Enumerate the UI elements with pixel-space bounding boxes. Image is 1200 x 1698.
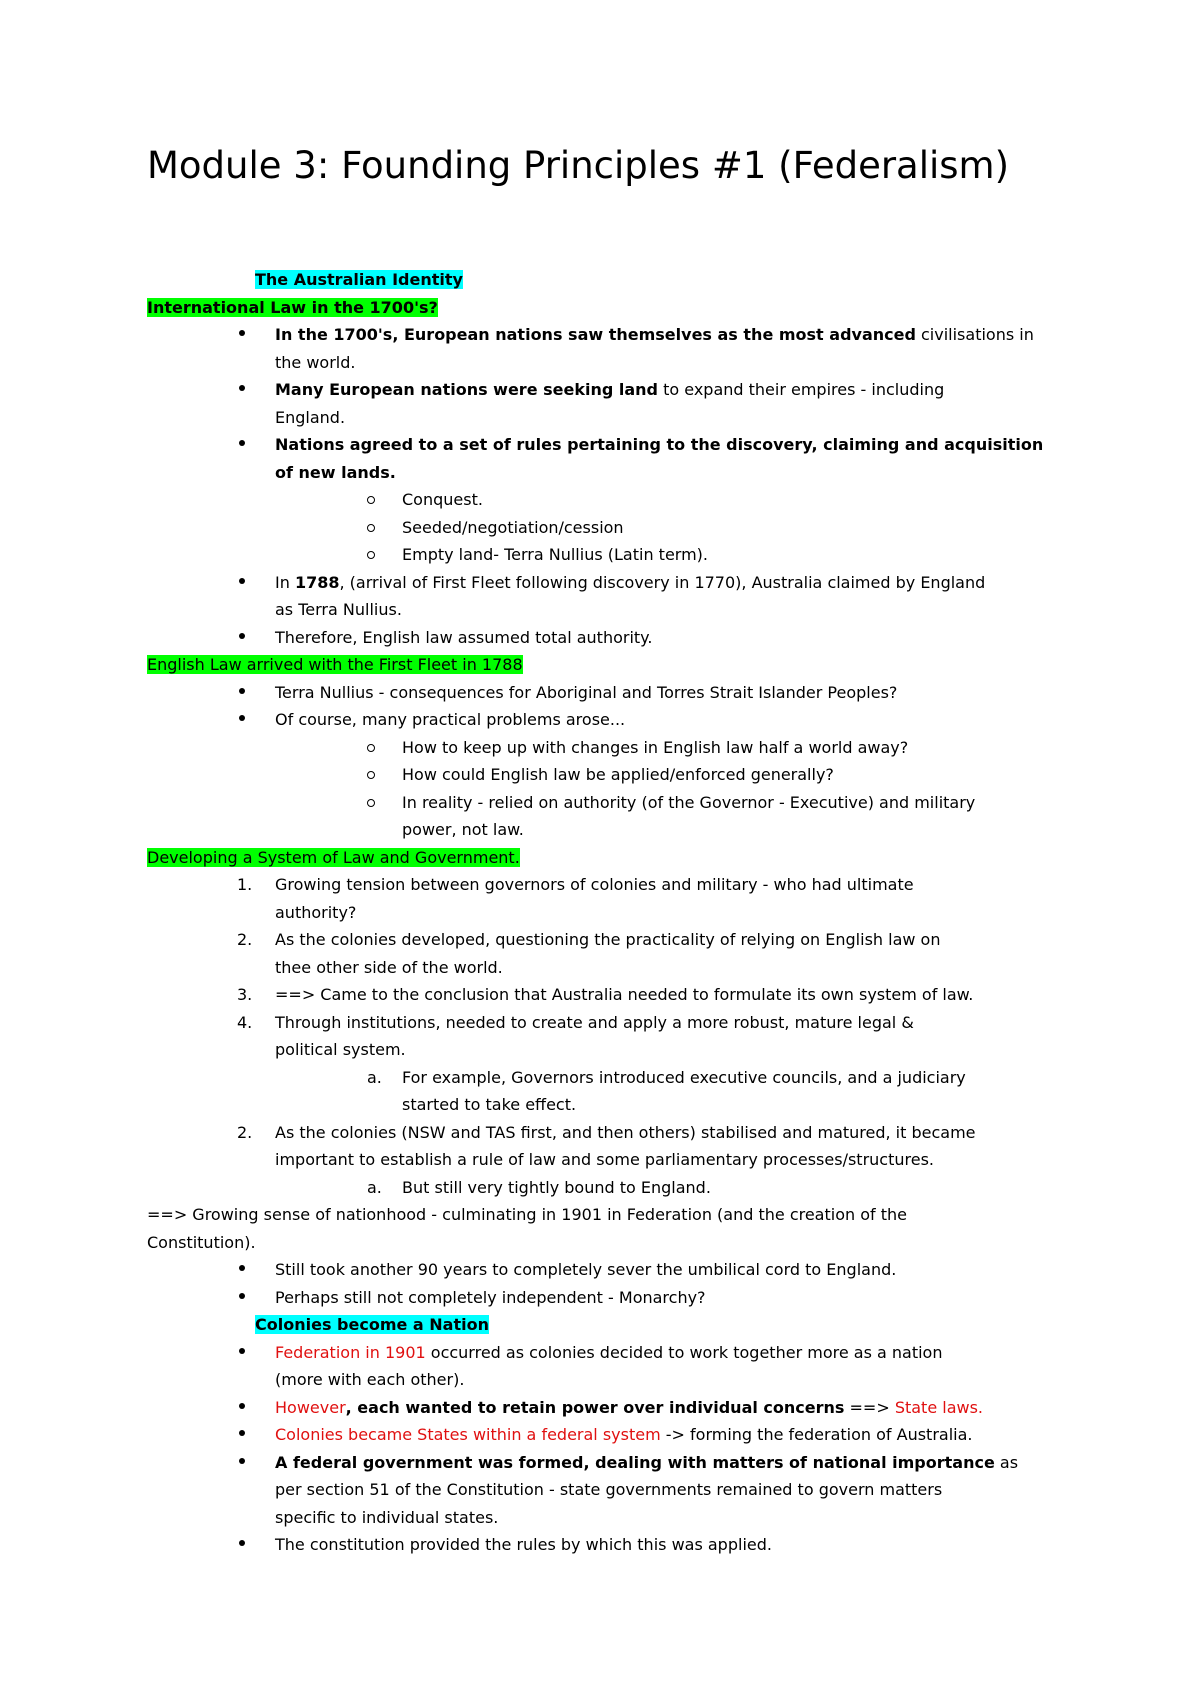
document-body [147, 266, 1067, 1559]
list-item: The constitution provided the rules by which this was applied. [147, 1531, 1067, 1559]
list-item: A federal government was formed, dealing with matters of national importance as per section 51 of the Constitution - state governments remained to govern matters specific to individual states. [147, 1449, 1067, 1532]
page-title: Module 3: Founding Principles #1 (Federalism) [147, 144, 1010, 187]
list-item: Colonies became States within a federal system -> forming the federation of Australia. [147, 1421, 1067, 1449]
numbered-item: 1. Growing tension between governors of colonies and military - who had ultimate authority? [237, 875, 914, 922]
bullet-icon [239, 330, 245, 336]
circle-bullet-icon [367, 551, 375, 559]
circle-bullet-icon [367, 744, 375, 752]
numbered-item: 2. As the colonies (NSW and TAS first, and then others) stabilised and matured, it became important to establish a rule of law and some parliamentary processes/structures. [237, 1122, 976, 1169]
lettered-item: a. For example, Governors introduced executive councils, and a judiciary started to take effect. [367, 1067, 966, 1114]
bullet-icon [239, 1293, 245, 1299]
bullet-icon [239, 1265, 245, 1271]
bullet-icon [239, 385, 245, 391]
heading-english-law: English Law arrived with the First Fleet in 1788 [147, 655, 523, 674]
numbered-item: 3. ==> Came to the conclusion that Australia needed to formulate its own system of law. [237, 985, 974, 1004]
sub-list-item: In reality - relied on authority (of the Governor - Executive) and military power, not law. [147, 789, 1067, 844]
list-item: Therefore, English law assumed total authority. [147, 624, 1067, 652]
list-item: Of course, many practical problems arose... [147, 706, 1067, 734]
sub-list-item: Empty land- Terra Nullius (Latin term). [147, 541, 1067, 569]
bullet-icon [239, 440, 245, 446]
circle-bullet-icon [367, 771, 375, 779]
bullet-icon [239, 1348, 245, 1354]
sub-list-item: Seeded/negotiation/cession [147, 514, 1067, 542]
circle-bullet-icon [367, 799, 375, 807]
list-item: Many European nations were seeking land to expand their empires - including England. [147, 376, 1067, 431]
list-item: However, each wanted to retain power over individual concerns ==> State laws. [147, 1394, 1067, 1422]
bullet-icon [239, 633, 245, 639]
lettered-item: a. But still very tightly bound to England. [367, 1177, 711, 1197]
sub-list-item: Conquest. [147, 486, 1067, 514]
list-item: Nations agreed to a set of rules pertaining to the discovery, claiming and acquisition of new lands. [147, 431, 1067, 486]
list-item: In the 1700's, European nations saw themselves as the most advanced civilisations in the world. [147, 321, 1067, 376]
list-item: Perhaps still not completely independent - Monarchy? [147, 1284, 1067, 1312]
list-item: Terra Nullius - consequences for Aboriginal and Torres Strait Islander Peoples? [147, 679, 1067, 707]
heading-developing-system: Developing a System of Law and Government. [147, 847, 520, 867]
list-item: Still took another 90 years to completely sever the umbilical cord to England. [147, 1256, 1067, 1284]
numbered-item: 2. As the colonies developed, questioning the practicality of relying on English law on thee other side of the world. [237, 930, 941, 977]
paragraph-nationhood: ==> Growing sense of nationhood - culminating in 1901 in Federation (and the creation of the [147, 1205, 907, 1224]
list-item: Federation in 1901 occurred as colonies decided to work together more as a nation (more with each other). [147, 1339, 1067, 1394]
sub-list-item: How could English law be applied/enforced generally? [147, 761, 1067, 789]
numbered-item: 4. Through institutions, needed to create and apply a more robust, mature legal & political system. [237, 1012, 914, 1059]
bullet-icon [239, 578, 245, 584]
heading-colonies-nation: Colonies become a Nation [255, 1315, 489, 1334]
bullet-icon [239, 1403, 245, 1409]
sub-list-item: How to keep up with changes in English law half a world away? [147, 734, 1067, 762]
heading-australian-identity: The Australian Identity [255, 270, 463, 289]
paragraph-nationhood-cont: Constitution). [147, 1232, 256, 1252]
bullet-icon [239, 688, 245, 694]
bullet-icon [239, 1430, 245, 1436]
circle-bullet-icon [367, 496, 375, 504]
circle-bullet-icon [367, 524, 375, 532]
list-item: In 1788, (arrival of First Fleet following discovery in 1770), Australia claimed by England as Terra Nullius. [147, 569, 1067, 624]
bullet-icon [239, 1458, 245, 1464]
heading-international-law: International Law in the 1700's? [147, 297, 438, 317]
bullet-icon [239, 1540, 245, 1546]
bullet-icon [239, 715, 245, 721]
